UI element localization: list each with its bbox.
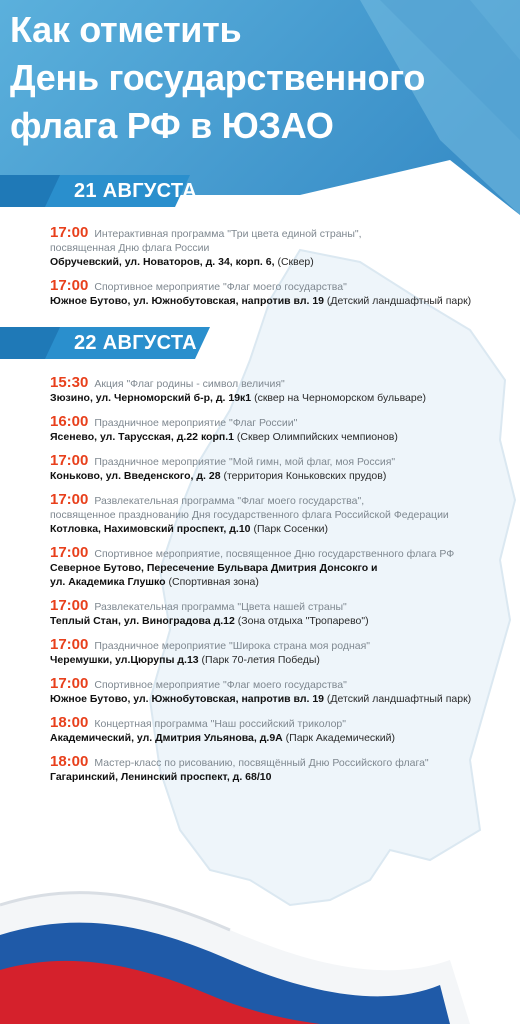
event-description: Акция "Флаг родины - символ величия" <box>94 378 285 390</box>
event-description: Развлекательная программа "Флаг моего государства", <box>94 495 365 507</box>
date-label: 22 АВГУСТА <box>74 332 197 354</box>
event-description: Интерактивная программа "Три цвета единой страны", <box>94 228 362 240</box>
event-description: Праздничное мероприятие "Широка страна моя родная" <box>94 640 371 652</box>
event-description: Концертная программа "Наш российский триколор" <box>94 718 346 730</box>
event-place: Зюзино, ул. Черноморский б-р, д. 19к1 <box>50 392 252 404</box>
event-item <box>50 716 510 745</box>
events-list-22 <box>50 376 510 794</box>
event-place-note: (Парк Академический) <box>282 732 395 744</box>
event-item <box>50 376 510 405</box>
event-place-note: (Зона отдыха "Тропарево") <box>234 615 369 627</box>
event-place: Гагаринский, Ленинский проспект, д. 68/10 <box>50 771 272 783</box>
event-description: Праздничное мероприятие "Флаг России" <box>94 417 298 429</box>
page-title <box>10 6 510 150</box>
title-line-3: флага РФ в ЮЗАО <box>10 105 334 146</box>
event-item <box>50 755 510 784</box>
title-line-2: День государственного <box>10 57 426 98</box>
event-place: Южное Бутово, ул. Южнобутовская, напротив вл. 19 <box>50 693 325 705</box>
event-description: Спортивное мероприятие "Флаг моего государства" <box>94 281 347 293</box>
event-place: Академический, ул. Дмитрия Ульянова, д.9А <box>50 732 283 744</box>
event-place-note: (сквер на Черноморском бульваре) <box>251 392 427 404</box>
event-time: 18:00 <box>50 714 89 731</box>
event-item <box>50 279 510 308</box>
date-band-22 <box>0 327 215 359</box>
event-place: Обручевский, ул. Новаторов, д. 34, корп. 6, <box>50 256 275 268</box>
event-description: Спортивное мероприятие "Флаг моего государства" <box>94 679 347 691</box>
event-item <box>50 493 510 536</box>
event-description: Мастер-класс по рисованию, посвящённый Дню Российского флага" <box>94 757 429 769</box>
event-time: 18:00 <box>50 753 89 770</box>
event-place-note: (Спортивная зона) <box>165 576 259 588</box>
event-time: 15:30 <box>50 374 89 391</box>
event-time: 16:00 <box>50 413 89 430</box>
event-time: 17:00 <box>50 597 89 614</box>
event-time: 17:00 <box>50 224 89 241</box>
event-place-note: (Парк Сосенки) <box>250 523 328 535</box>
events-list-21 <box>50 226 510 318</box>
event-time: 17:00 <box>50 544 89 561</box>
event-place-note: (территория Коньковских прудов) <box>220 470 387 482</box>
event-description: Праздничное мероприятие "Мой гимн, мой флаг, моя Россия" <box>94 456 396 468</box>
event-place: Южное Бутово, ул. Южнобутовская, напротив вл. 19 <box>50 295 325 307</box>
event-description-cont: посвященное празднованию Дня государственного флага Российской Федерации <box>50 509 449 521</box>
event-place: Северное Бутово, Пересечение Бульвара Дмитрия Донсокго и <box>50 562 378 574</box>
event-place: Теплый Стан, ул. Виноградова д.12 <box>50 615 235 627</box>
event-description-cont: посвященная Дню флага России <box>50 242 210 254</box>
event-time: 17:00 <box>50 452 89 469</box>
event-item <box>50 599 510 628</box>
event-place-cont: ул. Академика Глушко <box>50 576 166 588</box>
event-description: Развлекательная программа "Цвета нашей страны" <box>94 601 347 613</box>
event-time: 17:00 <box>50 277 89 294</box>
event-place-note: (Детский ландшафтный парк) <box>324 693 472 705</box>
event-item <box>50 677 510 706</box>
event-place: Коньково, ул. Введенского, д. 28 <box>50 470 221 482</box>
event-item <box>50 638 510 667</box>
event-place-note: (Сквер Олимпийских чемпионов) <box>233 431 398 443</box>
event-place-note: (Детский ландшафтный парк) <box>324 295 472 307</box>
event-place: Черемушки, ул.Цюрупы д.13 <box>50 654 199 666</box>
event-place-note: (Сквер) <box>274 256 314 268</box>
event-item <box>50 226 510 269</box>
event-item <box>50 454 510 483</box>
event-place-note: (Парк 70-летия Победы) <box>198 654 320 666</box>
event-time: 17:00 <box>50 636 89 653</box>
date-label: 21 АВГУСТА <box>74 180 197 202</box>
event-time: 17:00 <box>50 675 89 692</box>
event-time: 17:00 <box>50 491 89 508</box>
event-description: Спортивное мероприятие, посвященное Дню государственного флага РФ <box>94 548 455 560</box>
event-item <box>50 546 510 589</box>
event-place: Ясенево, ул. Тарусская, д.22 корп.1 <box>50 431 234 443</box>
date-band-21 <box>0 175 200 207</box>
title-line-1: Как отметить <box>10 9 242 50</box>
event-item <box>50 415 510 444</box>
event-place: Котловка, Нахимовский проспект, д.10 <box>50 523 251 535</box>
